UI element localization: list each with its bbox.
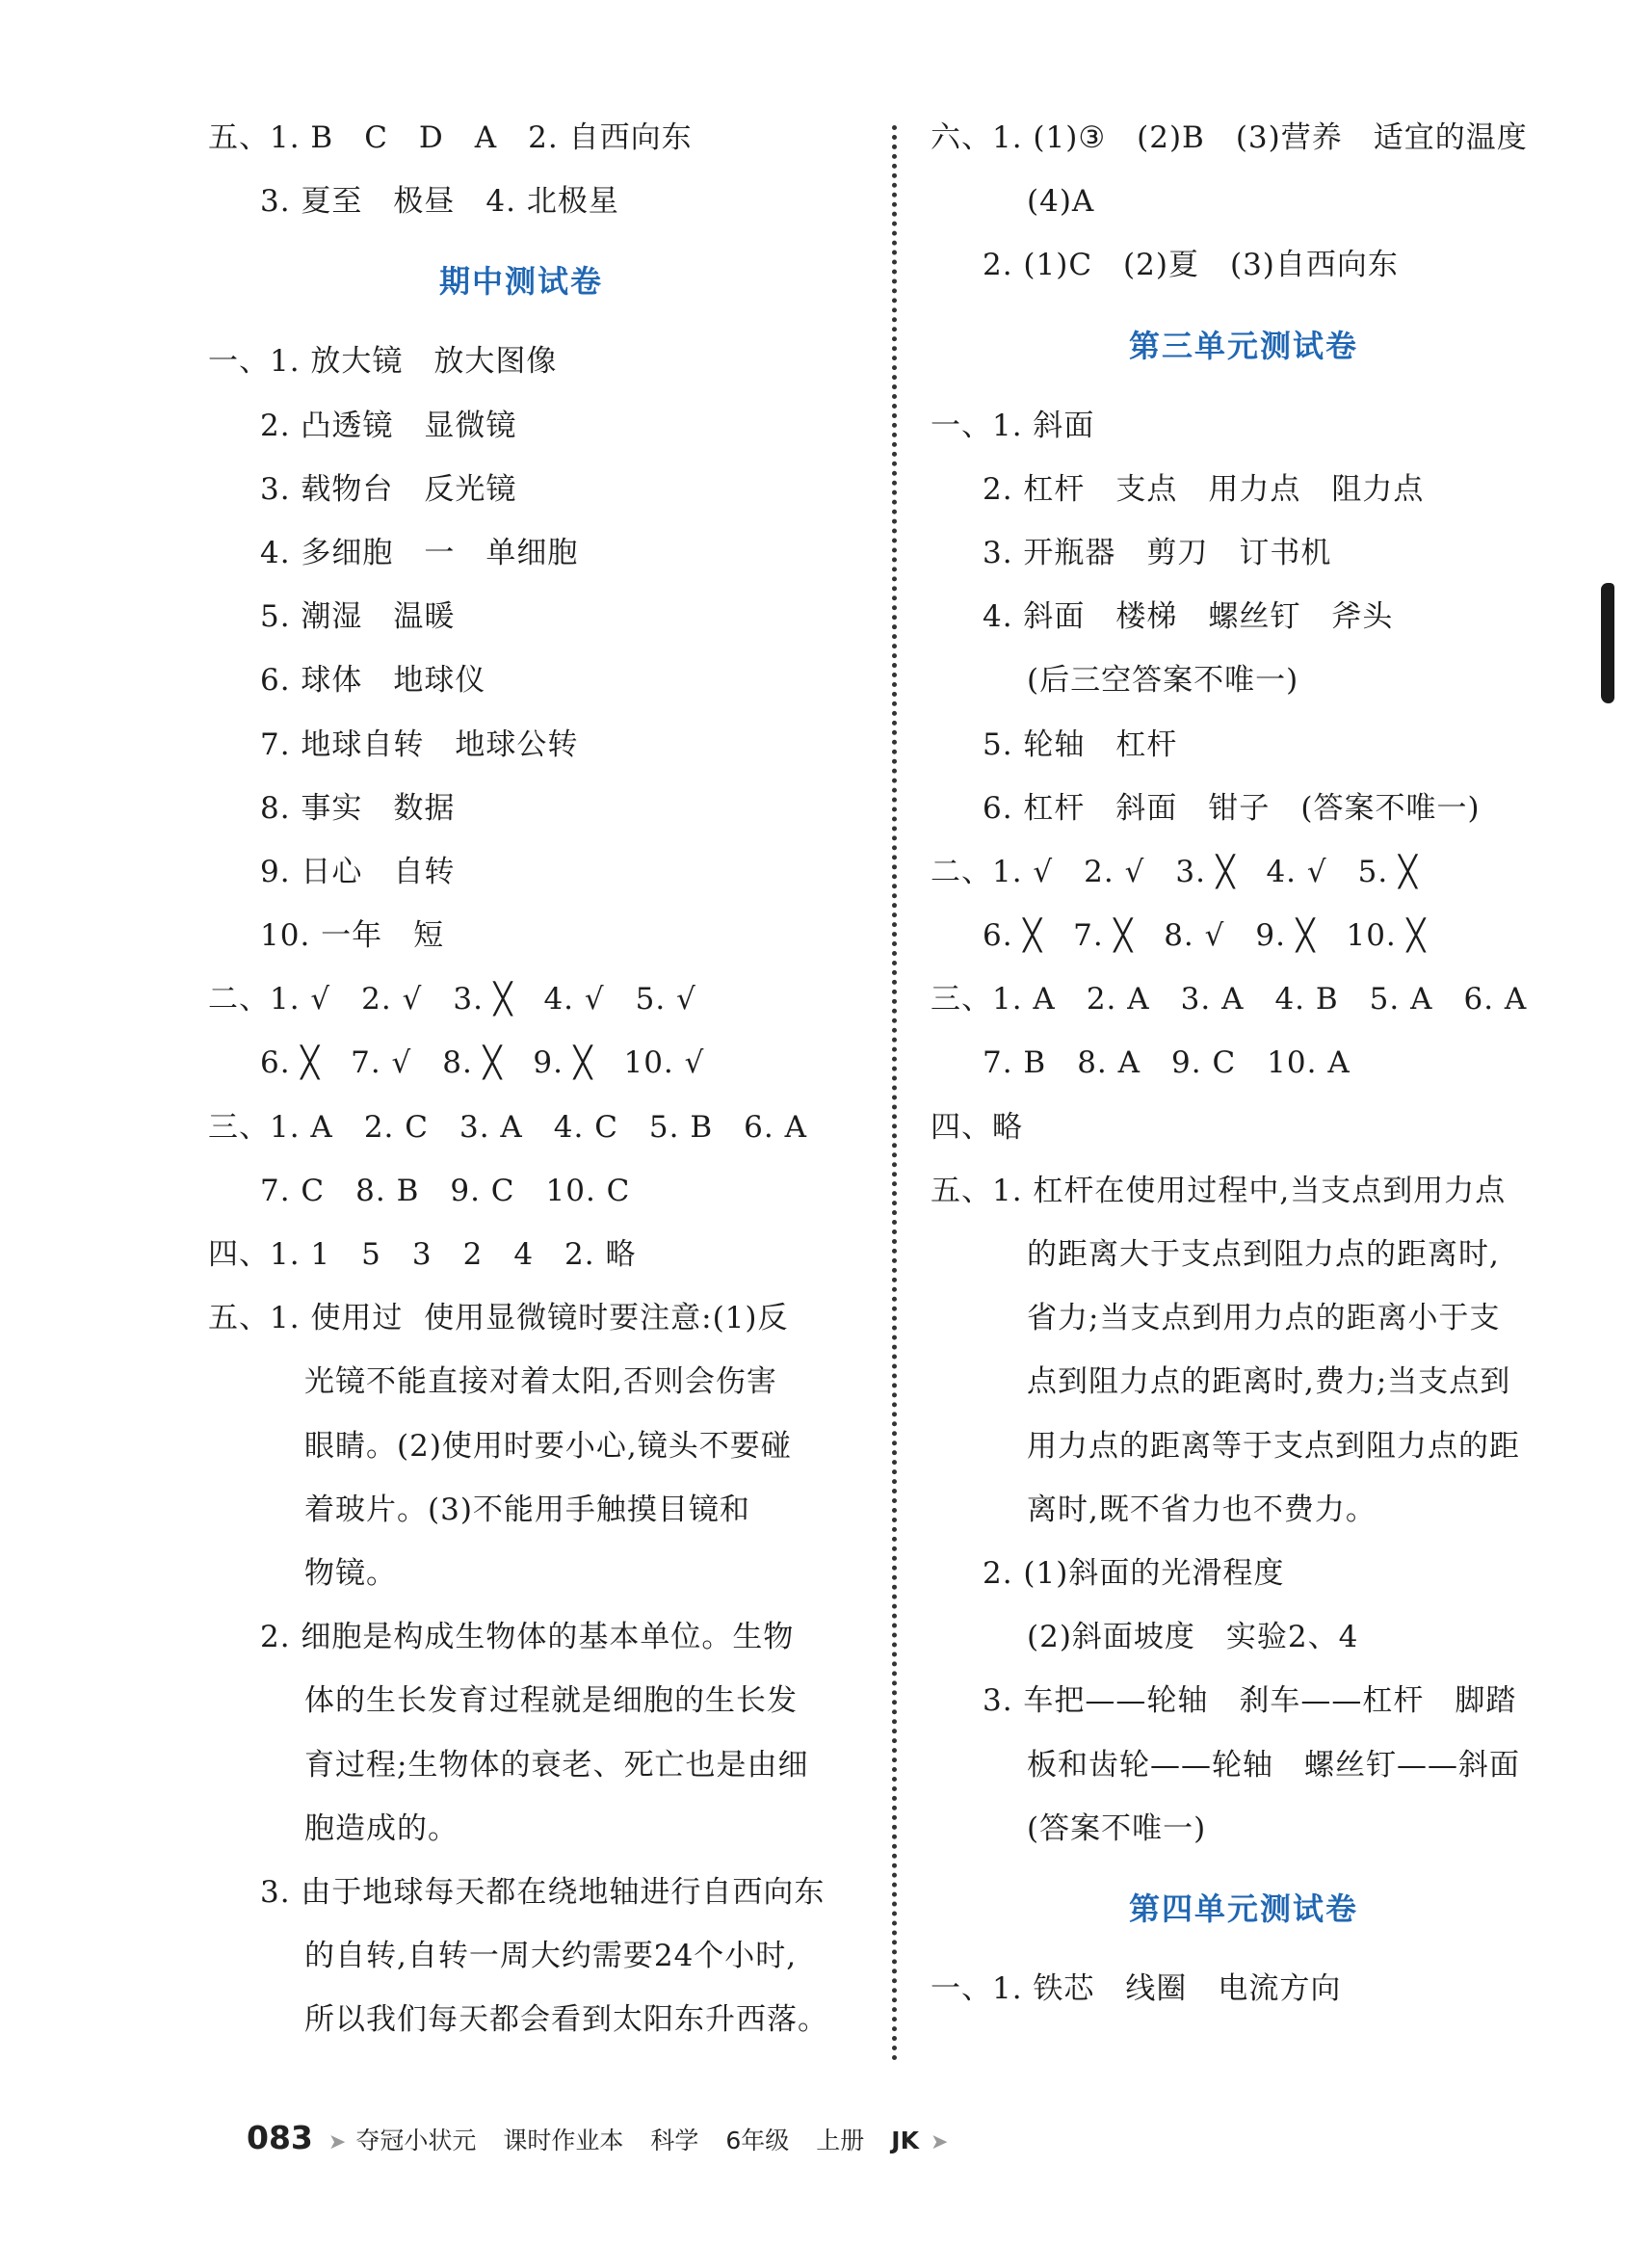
answer-text: (答案不唯一) xyxy=(1027,1810,1207,1846)
answer-text: 1. A 2. A 3. A 4. B 5. A 6. A xyxy=(992,982,1528,1017)
answer-text: 1. √ 2. √ 3. ╳ 4. √ 5. √ xyxy=(270,982,696,1017)
answer-line xyxy=(208,1031,834,1095)
answer-line xyxy=(208,1988,834,2051)
page-footer xyxy=(247,2114,957,2162)
answer-text: 1. √ 2. √ 3. ╳ 4. √ 5. ╳ xyxy=(992,854,1418,889)
answer-line xyxy=(208,840,834,904)
answer-text: 1. 使用过 使用显微镜时要注意:(1)反 xyxy=(270,1301,789,1336)
answer-line xyxy=(208,1542,834,1605)
answer-text: 1. 放大镜 放大图像 xyxy=(270,344,558,380)
answer-text: 3. 车把——轮轴 刹车——杠杆 脚踏 xyxy=(983,1683,1517,1719)
answer-text: 光镜不能直接对着太阳,否则会伤害 xyxy=(304,1364,777,1400)
answer-line xyxy=(208,1605,834,1669)
answer-line xyxy=(931,1286,1557,1350)
answer-line xyxy=(208,585,834,648)
answer-text: 的距离大于支点到阻力点的距离时, xyxy=(1027,1237,1500,1272)
answer-text: (后三空答案不唯一) xyxy=(1027,663,1299,699)
answer-line xyxy=(208,1924,834,1988)
answer-line xyxy=(208,1414,834,1478)
answer-text: 4. 多细胞 一 单细胞 xyxy=(260,535,579,570)
arrow-icon: ➤ xyxy=(930,2130,949,2154)
answer-line xyxy=(208,777,834,840)
answer-text: 1. 斜面 xyxy=(992,408,1095,443)
answer-line xyxy=(208,713,834,777)
question-label: 二、 xyxy=(208,982,270,1017)
question-label: 二、 xyxy=(931,854,992,889)
column-divider xyxy=(892,125,897,2062)
question-label: 三、 xyxy=(931,982,992,1017)
answer-text: 1. 铁芯 线圈 电流方向 xyxy=(992,1970,1342,2006)
answer-line xyxy=(208,967,834,1031)
question-label: 一、 xyxy=(208,344,270,380)
answer-text: 3. 由于地球每天都在绕地轴进行自西向东 xyxy=(260,1874,826,1910)
answer-line xyxy=(931,1478,1557,1542)
answer-text: 2. (1)斜面的光滑程度 xyxy=(983,1555,1285,1591)
question-label: 四、 xyxy=(931,1109,992,1145)
footer-subject: 科学 xyxy=(650,2127,699,2154)
answer-line xyxy=(931,1542,1557,1605)
answer-line xyxy=(208,1669,834,1732)
answer-text: 4. 斜面 楼梯 螺丝钉 斧头 xyxy=(983,599,1394,635)
answer-text: 6. 杠杆 斜面 钳子 (答案不唯一) xyxy=(983,790,1481,826)
answer-text: 的自转,自转一周大约需要24个小时, xyxy=(304,1939,798,1974)
answer-line xyxy=(931,1096,1557,1159)
answer-text: (2)斜面坡度 实验2、4 xyxy=(1027,1620,1359,1655)
answer-text: 省力;当支点到用力点的距离小于支 xyxy=(1027,1301,1501,1336)
answer-line xyxy=(208,170,834,233)
answer-line xyxy=(208,106,834,170)
right-column xyxy=(931,106,1557,2021)
question-label: 五、 xyxy=(931,1173,992,1208)
answer-line xyxy=(931,585,1557,648)
answer-line xyxy=(931,394,1557,458)
answer-text: 1. B C D A 2. 自西向东 xyxy=(270,120,693,155)
answer-text: 用力点的距离等于支点到阻力点的距 xyxy=(1027,1428,1520,1464)
footer-edition: JK xyxy=(891,2127,919,2154)
answer-text: 6. ╳ 7. √ 8. ╳ 9. ╳ 10. √ xyxy=(260,1045,705,1081)
answer-line xyxy=(931,1605,1557,1669)
answer-line xyxy=(208,330,834,393)
answer-line xyxy=(931,1223,1557,1286)
answer-text: 略 xyxy=(992,1109,1023,1145)
answer-text: 3. 夏至 极昼 4. 北极星 xyxy=(260,184,619,220)
question-label: 一、 xyxy=(931,408,992,443)
section-title: 期中测试卷 xyxy=(438,263,603,301)
answer-line xyxy=(208,458,834,521)
answer-line xyxy=(931,840,1557,904)
question-label: 三、 xyxy=(208,1109,270,1145)
answer-line xyxy=(208,904,834,967)
answer-text: 育过程;生物体的衰老、死亡也是由细 xyxy=(304,1747,809,1783)
answer-line xyxy=(931,648,1557,712)
answer-line xyxy=(931,967,1557,1031)
answer-line xyxy=(931,904,1557,967)
answer-text: 1. (1)③ (2)B (3)营养 适宜的温度 xyxy=(992,120,1528,155)
answer-line xyxy=(931,1733,1557,1797)
answer-line xyxy=(931,1957,1557,2021)
answer-text: 物镜。 xyxy=(304,1555,397,1591)
answer-text: 5. 轮轴 杠杆 xyxy=(983,727,1178,762)
section-title: 第三单元测试卷 xyxy=(1128,327,1358,364)
answer-line xyxy=(931,1159,1557,1223)
answer-text: 5. 潮湿 温暖 xyxy=(260,599,456,635)
answer-line xyxy=(931,458,1557,521)
answer-text: 2. (1)C (2)夏 (3)自西向东 xyxy=(983,248,1399,283)
answer-line xyxy=(208,1350,834,1414)
answer-line xyxy=(208,1096,834,1159)
answer-text: 3. 载物台 反光镜 xyxy=(260,471,517,507)
answer-line xyxy=(931,1797,1557,1861)
question-label: 四、 xyxy=(208,1237,270,1272)
arrow-icon: ➤ xyxy=(328,2130,347,2154)
answer-text: 6. 球体 地球仪 xyxy=(260,663,486,699)
answer-line xyxy=(208,394,834,458)
footer-grade: 6年级 xyxy=(725,2127,790,2154)
answer-line xyxy=(208,1797,834,1861)
footer-book: 课时作业本 xyxy=(503,2127,624,2154)
left-column xyxy=(208,106,834,2051)
answer-text: 1. A 2. C 3. A 4. C 5. B 6. A xyxy=(270,1109,807,1145)
answer-line xyxy=(208,1733,834,1797)
page-number: 083 xyxy=(247,2119,313,2156)
footer-volume: 上册 xyxy=(816,2127,865,2154)
answer-text: (4)A xyxy=(1027,184,1095,220)
answer-text: 3. 开瓶器 剪刀 订书机 xyxy=(983,535,1332,570)
answer-text: 所以我们每天都会看到太阳东升西落。 xyxy=(304,2002,828,2038)
answer-text: 6. ╳ 7. ╳ 8. √ 9. ╳ 10. ╳ xyxy=(983,918,1427,954)
question-label: 五、 xyxy=(208,120,270,155)
answer-text: 7. B 8. A 9. C 10. A xyxy=(983,1045,1350,1081)
answer-text: 离时,既不省力也不费力。 xyxy=(1027,1492,1377,1527)
answer-text: 2. 杠杆 支点 用力点 阻力点 xyxy=(983,471,1425,507)
answer-line xyxy=(931,1669,1557,1732)
answer-line xyxy=(931,1031,1557,1095)
answer-text: 2. 细胞是构成生物体的基本单位。生物 xyxy=(260,1620,795,1655)
answer-line xyxy=(208,648,834,712)
answer-text: 7. 地球自转 地球公转 xyxy=(260,727,579,762)
answer-line xyxy=(208,1478,834,1542)
answer-text: 1. 1 5 3 2 4 2. 略 xyxy=(270,1237,637,1272)
answer-line xyxy=(931,106,1557,170)
question-label: 五、 xyxy=(208,1301,270,1336)
answer-text: 10. 一年 短 xyxy=(260,918,445,954)
answer-text: 着玻片。(3)不能用手触摸目镜和 xyxy=(304,1492,750,1527)
answer-line xyxy=(931,1414,1557,1478)
answer-text: 9. 日心 自转 xyxy=(260,854,456,889)
answer-line xyxy=(208,521,834,585)
question-label: 六、 xyxy=(931,120,992,155)
answer-text: 胞造成的。 xyxy=(304,1810,459,1846)
answer-text: 2. 凸透镜 显微镜 xyxy=(260,408,517,443)
footer-brand: 夺冠小状元 xyxy=(355,2127,477,2154)
answer-line xyxy=(931,521,1557,585)
answer-line xyxy=(931,777,1557,840)
answer-line xyxy=(931,713,1557,777)
answer-line xyxy=(931,170,1557,233)
answer-line xyxy=(208,1861,834,1924)
answer-line xyxy=(931,233,1557,297)
answer-text: 1. 杠杆在使用过程中,当支点到用力点 xyxy=(992,1173,1507,1208)
answer-text: 眼睛。(2)使用时要小心,镜头不要碰 xyxy=(304,1428,792,1464)
answer-text: 点到阻力点的距离时,费力;当支点到 xyxy=(1027,1364,1511,1400)
answer-line xyxy=(208,1159,834,1223)
answer-line xyxy=(208,1223,834,1286)
section-title: 第四单元测试卷 xyxy=(1128,1889,1358,1927)
answer-line xyxy=(208,1286,834,1350)
answer-line xyxy=(931,1350,1557,1414)
answer-text: 8. 事实 数据 xyxy=(260,790,456,826)
answer-text: 板和齿轮——轮轴 螺丝钉——斜面 xyxy=(1027,1747,1520,1783)
binding-mark xyxy=(1601,583,1614,703)
answer-text: 体的生长发育过程就是细胞的生长发 xyxy=(304,1683,798,1719)
question-label: 一、 xyxy=(931,1970,992,2006)
answer-text: 7. C 8. B 9. C 10. C xyxy=(260,1173,631,1208)
